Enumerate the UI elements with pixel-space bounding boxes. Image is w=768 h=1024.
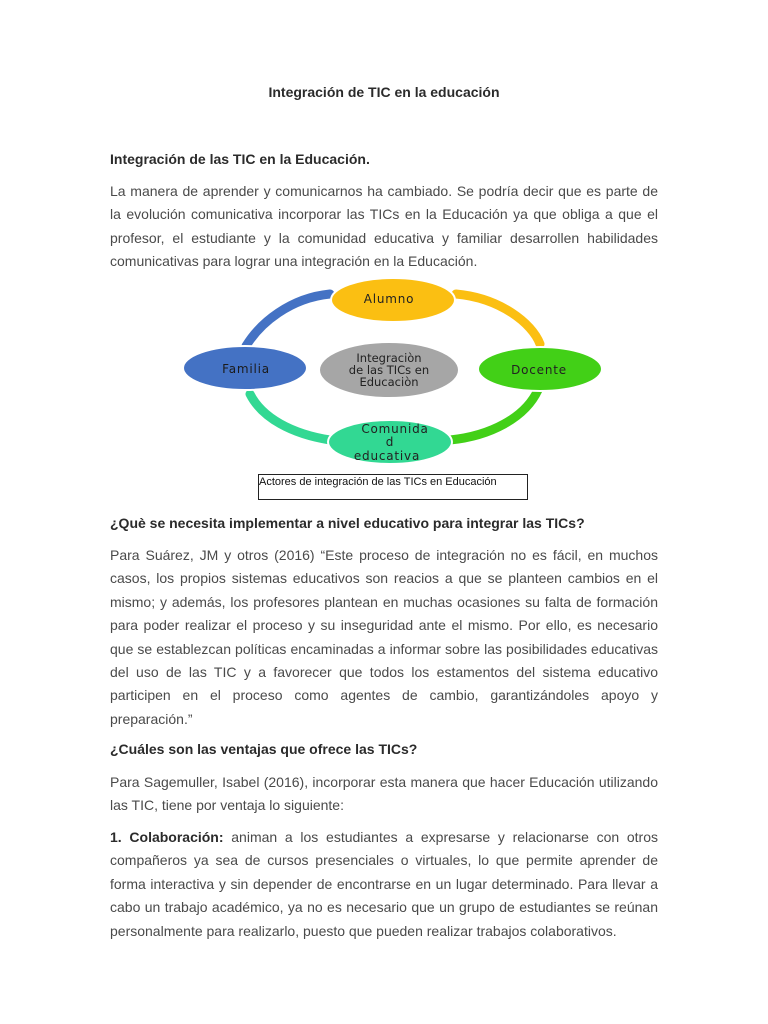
list-item-label: 1. Colaboración:: [110, 829, 224, 845]
node-bottom-label-3: educativa: [353, 449, 421, 463]
arc-top-left: [246, 294, 330, 346]
node-left-label: Familia: [222, 362, 270, 376]
arc-bottom-right: [450, 390, 538, 440]
arc-top-right: [456, 294, 540, 344]
paragraph-advantages: Para Sagemuller, Isabel (2016), incorporar esta manera que hacer Educación utilizando las TIC, tiene por ventaja lo siguiente:: [110, 774, 658, 814]
section-heading-implement: ¿Què se necesita implementar a nivel educativo para integrar las TICs?: [110, 515, 585, 531]
paragraph-implement: Para Suárez, JM y otros (2016) “Este proceso de integración no es fácil, en muchos casos, los propios sistemas educativos son reacios a que se planteen cambios en el mismo; y además, los profesores plantean en muchas ocasiones su falta de formación para poder realizar el proceso y su inseguridad ante el mismo. Por ello, es necesario que se establezcan políticas encaminadas a informar sobre las posibilidades educativas del uso de las TIC y a favorecer que todos los estamentos del sistema educativo participen en el proceso como agentes de cambio, garantizándoles apoyo y preparación.”: [110, 547, 658, 727]
node-center-label-2: de las TICs en: [348, 363, 430, 377]
section-heading-integration: Integración de las TIC en la Educación.: [110, 151, 370, 167]
document-title: Integración de TIC en la educación: [268, 84, 500, 100]
list-item-collaboration: [110, 826, 658, 943]
section-heading-advantages: ¿Cuáles son las ventajas que ofrece las TICs?: [110, 741, 418, 757]
node-center-label-3: Educaciòn: [359, 375, 419, 389]
node-right-label: Docente: [511, 363, 567, 377]
arc-bottom-left: [250, 394, 330, 440]
node-center-label-1: Integraciòn: [356, 351, 422, 365]
diagram-caption: Actores de integración de las TICs en Educación: [258, 474, 528, 500]
list-item-text: animan a los estudiantes a expresarse y relacionarse con otros compañeros ya sea de cursos presenciales o virtuales, lo que permite aprender de forma interactiva y sin depender de encontrarse en un lugar determinado. Para llevar a cabo un trabajo académico, ya no es necesario que un grupo de estudiantes se reúnan personalmente para realizarlo, puesto que pueden realizar trabajos colaborativos.: [110, 829, 658, 939]
node-bottom-label-2: d: [385, 435, 395, 449]
node-bottom-label-1: Comunida: [361, 422, 429, 436]
actors-diagram: [180, 278, 610, 468]
node-top-label: Alumno: [363, 292, 415, 306]
paragraph-integration: La manera de aprender y comunicarnos ha cambiado. Se podría decir que es parte de la evolución comunicativa incorporar las TICs en la Educación ya que obliga a que el profesor, el estudiante y la comunidad educativa y familiar desarrollen habilidades comunicativas para lograr una integración en la Educación.: [110, 183, 658, 270]
